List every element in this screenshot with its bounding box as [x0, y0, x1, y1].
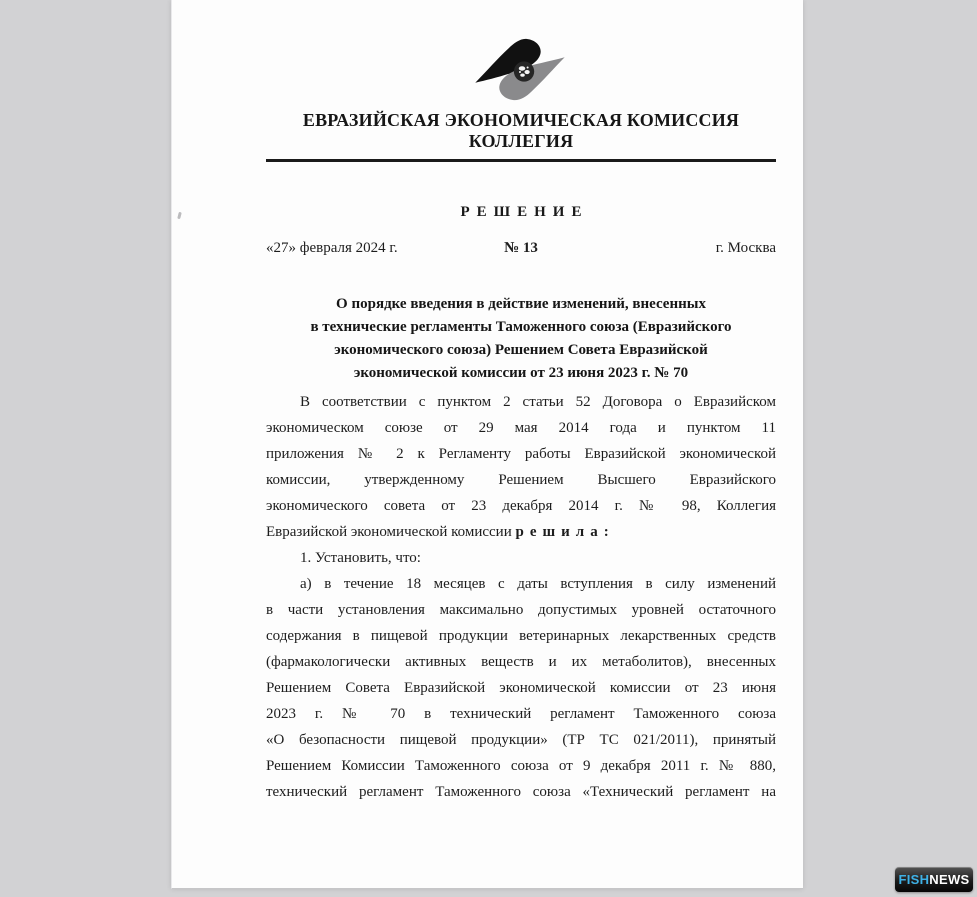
- body-line: комиссии, утвержденному Решением Высшего Евразийского: [266, 472, 776, 488]
- body-line: (фармакологически активных веществ и их метаболитов), внесенных: [266, 654, 776, 670]
- subject-line: О порядке введения в действие изменений, внесенных: [336, 296, 706, 312]
- subject-line: экономического союза) Решением Совета Евразийской: [334, 342, 708, 358]
- org-name: ЕВРАЗИЙСКАЯ ЭКОНОМИЧЕСКАЯ КОМИССИЯ: [302, 110, 740, 130]
- document-city: г. Москва: [715, 240, 777, 256]
- body-line: экономического совета от 23 декабря 2014 г. № 98, Коллегия: [266, 498, 776, 514]
- header-divider: [266, 159, 776, 162]
- resolved-keyword: решила:: [515, 524, 615, 540]
- body-line: содержания в пищевой продукции ветеринарных лекарственных средств: [266, 628, 776, 644]
- document-body: [266, 389, 776, 805]
- body-line: а) в течение 18 месяцев с даты вступления в силу изменений: [300, 576, 776, 592]
- body-line: в части установления максимально допустимых уровней остаточного: [266, 602, 776, 618]
- subject-line: в технические регламенты Таможенного союза (Евразийского: [310, 319, 732, 335]
- eec-emblem-logo: [475, 38, 567, 102]
- body-line: «О безопасности пищевой продукции» (ТР ТС 021/2011), принятый: [266, 732, 776, 748]
- body-line: 2023 г. № 70 в технический регламент Таможенного союза: [266, 706, 776, 722]
- document-subject: [266, 293, 776, 385]
- body-line: технический регламент Таможенного союза «Технический регламент на: [266, 784, 776, 800]
- watermark-news-text: NEWS: [929, 872, 970, 887]
- document-page: [171, 0, 803, 889]
- document-content: [172, 38, 803, 805]
- body-line: [266, 519, 776, 545]
- body-line: 1. Установить, что:: [300, 550, 421, 566]
- body-line-text: Евразийской экономической комиссии: [266, 524, 516, 540]
- body-line: Решением Комиссии Таможенного союза от 9 декабря 2011 г. № 880,: [266, 758, 776, 774]
- org-collegium: КОЛЛЕГИЯ: [468, 131, 574, 151]
- body-line: Решением Совета Евразийской экономической комиссии от 23 июня: [266, 680, 776, 696]
- document-date: «27» февраля 2024 г.: [266, 240, 398, 256]
- body-line: приложения № 2 к Регламенту работы Евразийской экономической: [266, 446, 776, 462]
- body-line: экономическом союзе от 29 мая 2014 года и пунктом 11: [266, 420, 776, 436]
- document-number: № 13: [504, 240, 538, 256]
- watermark-fish-text: FISH: [898, 872, 930, 887]
- subject-line: экономической комиссии от 23 июня 2023 г. № 70: [353, 365, 689, 381]
- document-type-title: РЕШЕНИЕ: [460, 204, 589, 220]
- fishnews-watermark: [895, 867, 973, 892]
- document-meta-row: [266, 240, 776, 257]
- body-line: В соответствии с пунктом 2 статьи 52 Договора о Евразийском: [300, 394, 776, 410]
